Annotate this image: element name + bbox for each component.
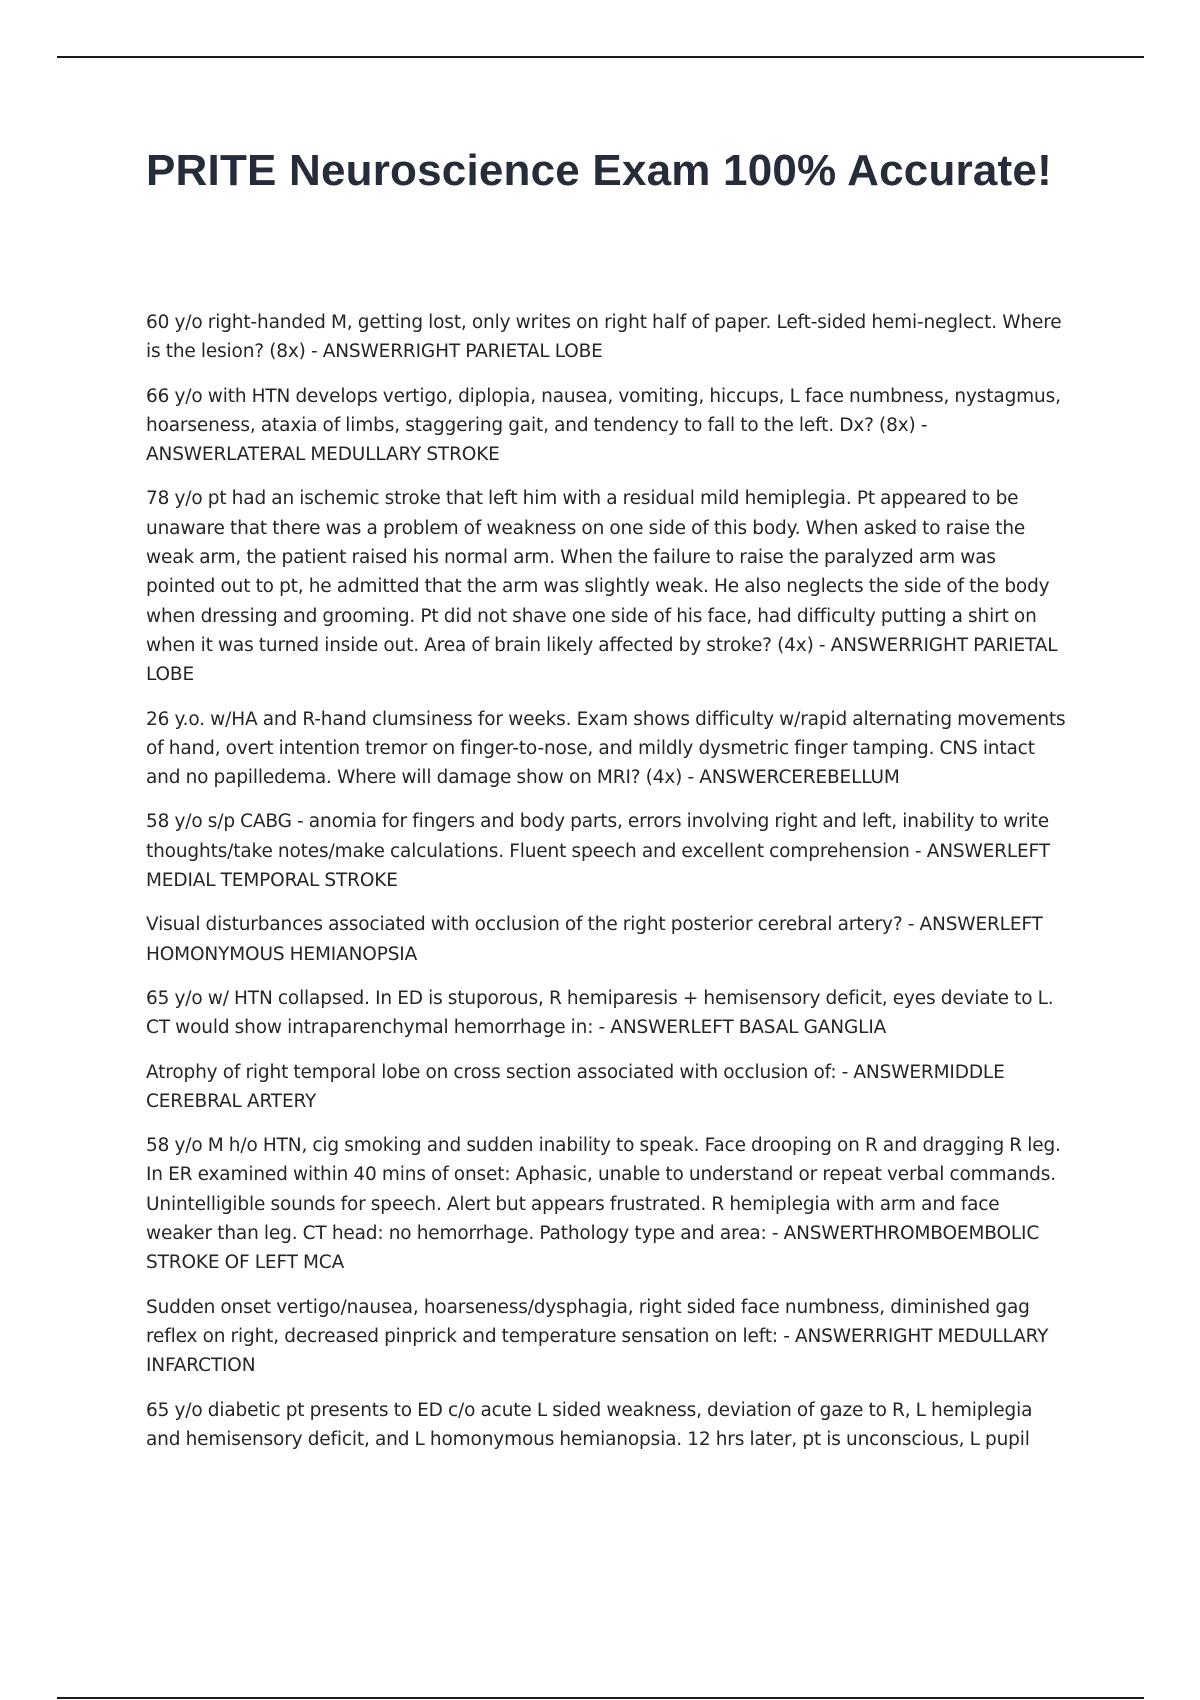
bottom-rule <box>57 1697 1144 1699</box>
qa-item-4: 26 y.o. w/HA and R-hand clumsiness for weeks. Exam shows difficulty w/rapid alternating movements of hand, overt intention tremor on finger-to-nose, and mildly dysmetric finger tamping. CNS intact and no papilledema. Where will damage show on MRI? (4x) - ANSWERCEREBELLUM <box>146 708 1066 789</box>
document-body <box>146 142 1066 1469</box>
qa-item-9: 58 y/o M h/o HTN, cig smoking and sudden inability to speak. Face drooping on R and dragging R leg. In ER examined within 40 mins of onset: Aphasic, unable to understand or repeat verbal commands. Unintelligible sounds for speech. Alert but appears frustrated. R hemiplegia with arm and face weaker than leg. CT head: no hemorrhage. Pathology type and area: - ANSWERTHROMBOEMBOLIC STROKE OF LEFT MCA <box>146 1135 1061 1274</box>
qa-list <box>146 308 1066 1454</box>
qa-item-6: Visual disturbances associated with occlusion of the right posterior cerebral artery? - ANSWERLEFT HOMONYMOUS HEMIANOPSIA <box>146 914 1043 965</box>
qa-item-7: 65 y/o w/ HTN collapsed. In ED is stuporous, R hemiparesis + hemisensory deficit, eyes deviate to L. CT would show intraparenchymal hemorrhage in: - ANSWERLEFT BASAL GANGLIA <box>146 987 1054 1039</box>
qa-item-11: 65 y/o diabetic pt presents to ED c/o acute L sided weakness, deviation of gaze to R, L hemiplegia and hemisensory deficit, and L homonymous hemianopsia. 12 hrs later, pt is unconscious, L pupil <box>146 1399 1033 1450</box>
qa-item-8: Atrophy of right temporal lobe on cross section associated with occlusion of: - ANSWERMIDDLE CEREBRAL ARTERY <box>146 1061 1005 1112</box>
top-rule <box>57 56 1144 58</box>
qa-item-3: 78 y/o pt had an ischemic stroke that left him with a residual mild hemiplegia. Pt appeared to be unaware that there was a problem of weakness on one side of this body. When asked to raise the weak arm, the patient raised his normal arm. When the failure to raise the paralyzed arm was pointed out to pt, he admitted that the arm was slightly weak. He also neglects the side of the body when dressing and grooming. Pt did not shave one side of his face, had difficulty putting a shirt on when it was turned inside out. Area of brain likely affected by stroke? (4x) - ANSWERRIGHT PARIETAL LOBE <box>146 488 1058 686</box>
qa-item-10: Sudden onset vertigo/nausea, hoarseness/dysphagia, right sided face numbness, diminished gag reflex on right, decreased pinprick and temperature sensation on left: - ANSWERRIGHT MEDULLARY INFARCTION <box>146 1296 1049 1377</box>
qa-item-2: 66 y/o with HTN develops vertigo, diplopia, nausea, vomiting, hiccups, L face numbness, nystagmus, hoarseness, ataxia of limbs, staggering gait, and tendency to fall to the left. Dx? (8x) - ANSWERLATERAL MEDULLARY STROKE <box>146 385 1061 466</box>
page-title: PRITE Neuroscience Exam 100% Accurate! <box>146 146 1052 195</box>
qa-item-1: 60 y/o right-handed M, getting lost, only writes on right half of paper. Left-sided hemi-neglect. Where is the lesion? (8x) - ANSWERRIGHT PARIETAL LOBE <box>146 312 1062 363</box>
qa-item-5: 58 y/o s/p CABG - anomia for fingers and body parts, errors involving right and left, inability to write thoughts/take notes/make calculations. Fluent speech and excellent comprehension - ANSWERLEFT MEDIAL TEMPORAL STROKE <box>146 811 1050 892</box>
